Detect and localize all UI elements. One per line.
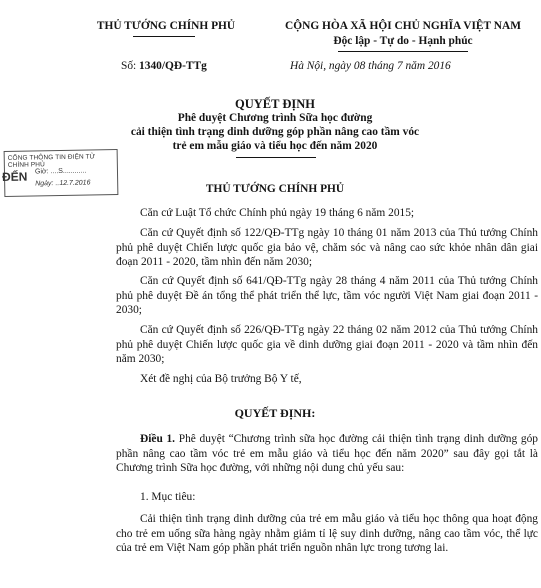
- national-title: CỘNG HÒA XÃ HỘI CHỦ NGHĨA VIỆT NAM: [285, 20, 521, 32]
- document-number: [121, 60, 207, 72]
- goal-paragraph: Cải thiện tình trạng dinh dưỡng của trẻ em mẫu giáo và tiểu học thông qua hoạt động cho trẻ em uống sữa hàng ngày nhằm giảm tỉ lệ suy dinh dưỡng, nâng cao tầm vóc, thể lực của trẻ em Việt Nam góp phần phát triển nguồn nhân lực trong tương lai.: [116, 513, 538, 554]
- title-line-3: trẻ em mẫu giáo và tiểu học đến năm 2020: [172, 140, 378, 152]
- stamp-header: CỔNG THÔNG TIN ĐIỆN TỬ CHÍNH PHỦ: [7, 153, 96, 169]
- number-prefix: Số:: [121, 60, 140, 72]
- authority-heading: THỦ TƯỚNG CHÍNH PHỦ: [205, 183, 345, 195]
- place-date: Hà Nội, ngày 08 tháng 7 năm 2016: [290, 60, 451, 72]
- issuing-authority: THỦ TƯỚNG CHÍNH PHỦ: [96, 20, 236, 32]
- article-1: [116, 432, 538, 476]
- article-1-label: Điều 1.: [140, 433, 176, 445]
- title-line-2: cải thiện tình trạng dinh dưỡng góp phần nâng cao tầm vóc: [130, 126, 420, 138]
- title-line-1: Phê duyệt Chương trình Sữa học đường: [177, 112, 373, 124]
- recital-3: Căn cứ Quyết định số 641/QĐ-TTg ngày 28 tháng 4 năm 2011 của Thủ tướng Chính phủ phê duyệt Đề án tổng thể phát triển thể lực, tầm vóc người Việt Nam giai đoạn 2011 - 2030;: [116, 275, 538, 316]
- recital-1: Căn cứ Luật Tổ chức Chính phủ ngày 19 tháng 6 năm 2015;: [140, 207, 415, 219]
- received-stamp: [1, 149, 119, 197]
- item-1-heading: 1. Mục tiêu:: [140, 491, 196, 503]
- recital-2: Căn cứ Quyết định số 122/QĐ-TTg ngày 10 tháng 01 năm 2013 của Thủ tướng Chính phủ phê duyệt Chiến lược quốc gia bảo vệ, chăm sóc và nâng cao sức khỏe nhân dân giai đoạn 2011 - 2020, tầm nhìn đến năm 2030;: [116, 227, 538, 268]
- stamp-time: Giờ: ....S............: [34, 167, 87, 176]
- document-type: QUYẾT ĐỊNH: [235, 97, 315, 111]
- stamp-date: Ngày: ..12.7.2016: [35, 179, 91, 188]
- title-underline: [236, 157, 316, 158]
- recital-5: Xét đề nghị của Bộ trưởng Bộ Y tế,: [140, 373, 302, 385]
- national-motto: Độc lập - Tự do - Hạnh phúc: [333, 35, 473, 47]
- stamp-den-label: ĐẾN: [1, 169, 28, 185]
- authority-underline: [133, 36, 195, 37]
- number-value: 1340/QĐ-TTg: [139, 60, 207, 72]
- decision-heading: QUYẾT ĐỊNH:: [234, 406, 316, 420]
- recital-4: Căn cứ Quyết định số 226/QĐ-TTg ngày 22 tháng 02 năm 2012 của Thủ tướng Chính phủ phê duyệt Chiến lược quốc gia về dinh dưỡng giai đoạn 2011 - 2020 và tầm nhìn đến năm 2030;: [116, 324, 538, 365]
- motto-underline: [338, 51, 468, 52]
- article-1-text: Phê duyệt “Chương trình sữa học đường cải thiện tình trạng dinh dưỡng góp phần nâng cao tầm vóc trẻ em mẫu giáo và tiểu học đến năm 2020” sau đây gọi tắt là Chương trình Sữa học đường, với những nội dung chủ yếu sau:: [116, 433, 538, 474]
